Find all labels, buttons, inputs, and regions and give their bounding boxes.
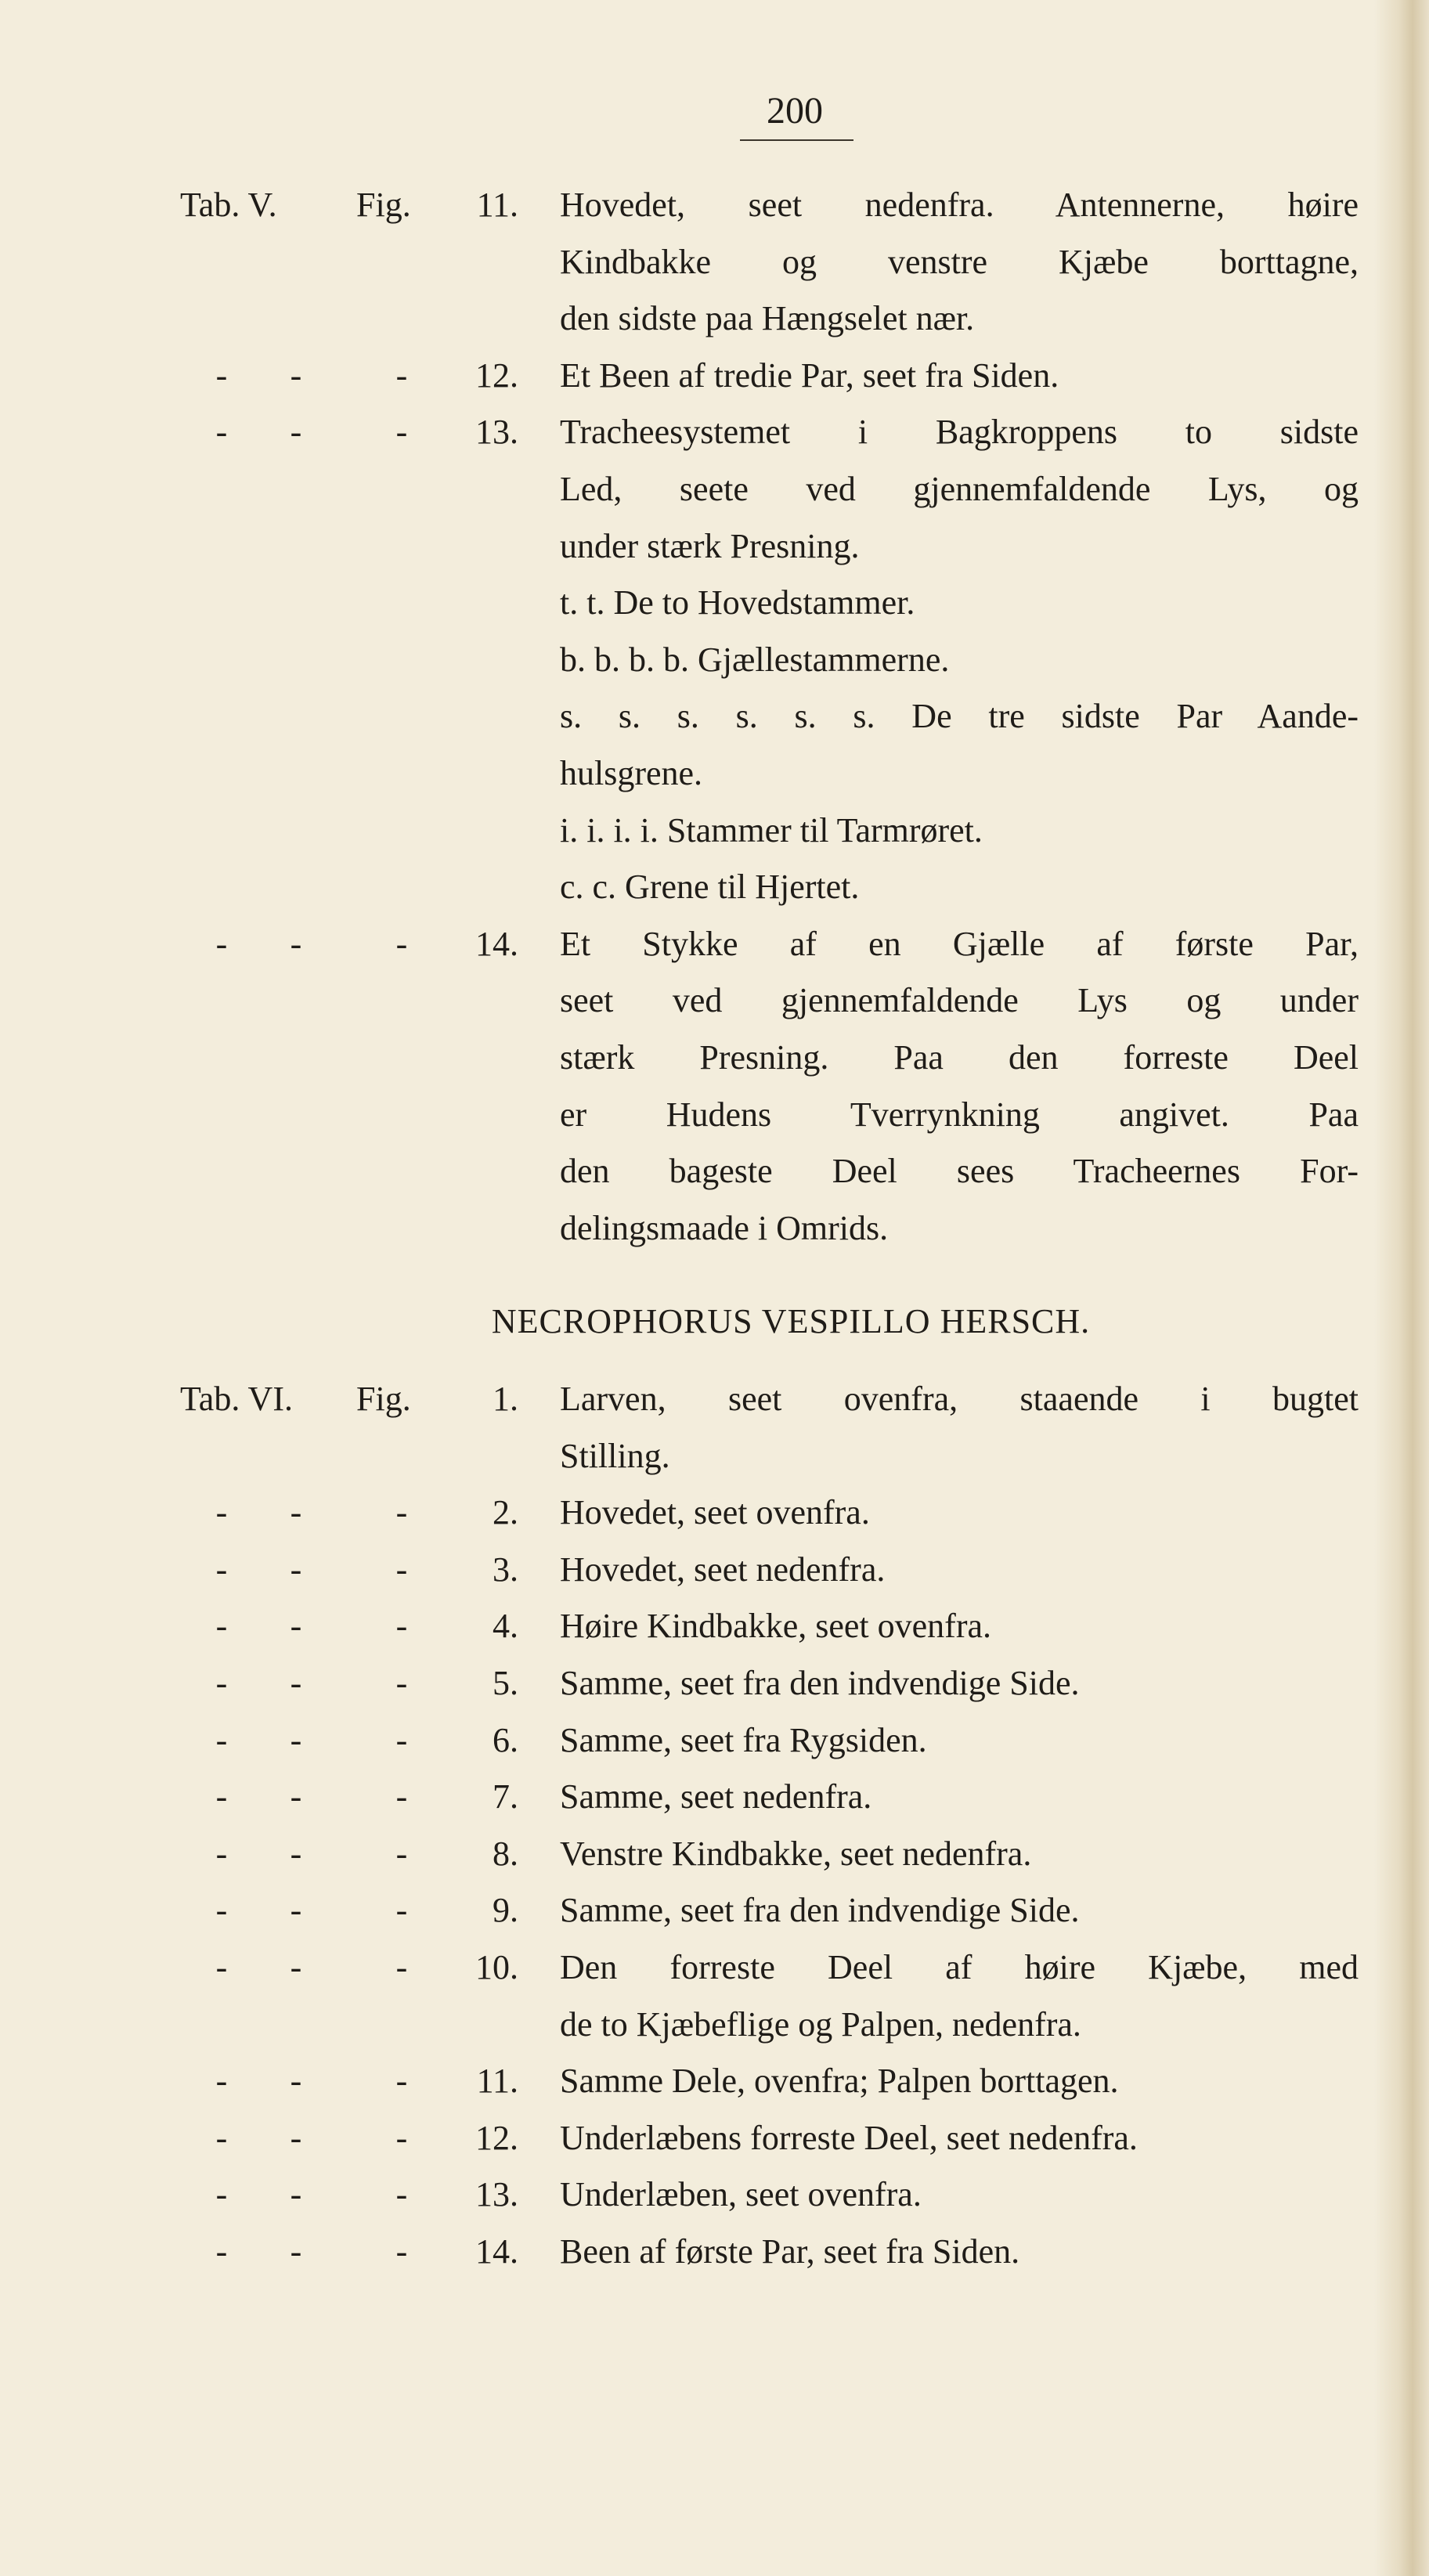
figure-entry (0, 915, 1429, 972)
figure-entry (0, 1712, 1429, 1769)
ditto-dash: - (215, 2118, 228, 2157)
figure-entry-continuation (0, 1029, 1429, 1086)
ditto-dash: - (290, 2232, 302, 2271)
ditto-dash: - (290, 413, 302, 452)
figure-number: 10. (475, 1948, 518, 1986)
figure-label: Fig. (356, 1380, 411, 1418)
ditto-dash: - (215, 1664, 228, 1702)
figure-description: hulsgrene. (560, 754, 703, 792)
figure-description: s. s. s. s. s. s. De tre sidste Par Aande- (560, 697, 1359, 736)
figure-entry-continuation (0, 1427, 1429, 1485)
figure-entry-continuation (0, 1996, 1429, 2053)
figure-description: Led, seete ved gjennemfaldende Lys, og (560, 470, 1359, 508)
ditto-dash: - (290, 1777, 302, 1817)
figure-description: Kindbakke og venstre Kjæbe borttagne, (560, 242, 1359, 281)
ditto-dash: - (395, 1834, 408, 1873)
figure-entry (0, 1541, 1429, 1598)
ditto-dash: - (215, 1607, 228, 1646)
figure-entry-continuation (0, 1200, 1429, 1257)
figure-number: 8. (493, 1834, 518, 1873)
figure-description: er Hudens Tverrynkning angivet. Paa (560, 1095, 1359, 1134)
ditto-dash: - (215, 1834, 228, 1873)
ditto-dash: - (290, 1720, 302, 1759)
ditto-dash: - (395, 2062, 408, 2101)
figure-entry-continuation (0, 290, 1429, 347)
ditto-dash: - (395, 1948, 408, 1986)
figure-description: b. b. b. b. Gjællestammerne. (560, 640, 950, 679)
figure-description: Been af første Par, seet fra Siden. (560, 2232, 1020, 2271)
ditto-dash: - (215, 924, 228, 963)
figure-description: Hovedet, seet ovenfra. (560, 1493, 870, 1532)
figure-description: Larven, seet ovenfra, staaende i bugtet (560, 1380, 1359, 1418)
ditto-dash: - (290, 2118, 302, 2157)
figure-description: Samme Dele, ovenfra; Palpen borttagen. (560, 2062, 1119, 2101)
ditto-dash: - (395, 2232, 408, 2271)
ditto-dash: - (215, 2062, 228, 2101)
figure-number: 6. (493, 1720, 518, 1759)
figure-entry (0, 1825, 1429, 1882)
figure-entry (0, 403, 1429, 460)
ditto-dash: - (395, 1664, 408, 1702)
ditto-dash: - (395, 413, 408, 452)
ditto-dash: - (290, 924, 302, 963)
ditto-dash: - (215, 1720, 228, 1759)
figure-entry (0, 347, 1429, 404)
ditto-dash: - (215, 1550, 228, 1589)
figure-description: de to Kjæbeflige og Palpen, nedenfra. (560, 2004, 1081, 2044)
figure-description: den sidste paa Hængselet nær. (560, 299, 975, 338)
ditto-dash: - (290, 1607, 302, 1646)
ditto-dash: - (290, 1891, 302, 1930)
figure-description: stærk Presning. Paa den forreste Deel (560, 1038, 1359, 1077)
figure-entry (0, 1484, 1429, 1541)
ditto-dash: - (395, 2118, 408, 2157)
ditto-dash: - (290, 1493, 302, 1532)
figure-description: Hovedet, seet nedenfra. (560, 1550, 886, 1589)
figure-description: Stilling. (560, 1436, 670, 1475)
ditto-dash: - (215, 1891, 228, 1930)
ditto-dash: - (290, 1550, 302, 1589)
ditto-dash: - (395, 1720, 408, 1759)
figure-entry-continuation (0, 1086, 1429, 1143)
figure-description: Et Stykke af en Gjælle af første Par, (560, 924, 1359, 963)
figure-entry (0, 1597, 1429, 1654)
ditto-dash: - (395, 1550, 408, 1589)
figure-number: 12. (475, 2118, 518, 2157)
figure-number: 11. (476, 2062, 518, 2101)
figure-entry (0, 1370, 1429, 1427)
figure-entry-continuation (0, 460, 1429, 518)
ditto-dash: - (395, 924, 408, 963)
ditto-dash: - (215, 2232, 228, 2271)
ditto-dash: - (395, 1607, 408, 1646)
figure-number: 5. (493, 1664, 518, 1702)
figure-description: c. c. Grene til Hjertet. (560, 868, 860, 907)
ditto-dash: - (395, 1777, 408, 1817)
figure-number: 1. (493, 1380, 518, 1418)
figure-number: 11. (476, 186, 518, 224)
figure-entry (0, 1654, 1429, 1712)
ditto-dash: - (215, 1948, 228, 1986)
figure-entry-continuation (0, 574, 1429, 631)
ditto-dash: - (290, 1664, 302, 1702)
figure-label: Fig. (356, 186, 411, 224)
figure-entry (0, 1939, 1429, 1996)
figure-number: 2. (493, 1493, 518, 1532)
figure-description: Venstre Kindbakke, seet nedenfra. (560, 1834, 1032, 1873)
figure-entry (0, 2223, 1429, 2280)
ditto-dash: - (215, 355, 228, 395)
figure-description: i. i. i. i. Stammer til Tarmrøret. (560, 810, 983, 850)
figure-number: 9. (493, 1891, 518, 1930)
figure-entry-continuation (0, 233, 1429, 290)
figure-number: 12. (475, 355, 518, 395)
plate-label: Tab. VI. (180, 1380, 293, 1418)
figure-entry-continuation (0, 858, 1429, 915)
figure-description: den bageste Deel sees Tracheernes For- (560, 1152, 1359, 1191)
figure-number: 14. (475, 924, 518, 963)
figure-entry-continuation (0, 687, 1429, 745)
page-number: 200 (767, 90, 823, 132)
figure-number: 3. (493, 1550, 518, 1589)
figure-entry-continuation (0, 631, 1429, 688)
ditto-dash: - (290, 2062, 302, 2101)
figure-number: 7. (493, 1777, 518, 1817)
ditto-dash: - (215, 1493, 228, 1532)
figure-number: 14. (475, 2232, 518, 2271)
ditto-dash: - (395, 355, 408, 395)
figure-entry-continuation (0, 1142, 1429, 1200)
figure-entry-continuation (0, 745, 1429, 802)
figure-entry (0, 2109, 1429, 2167)
ditto-dash: - (395, 2175, 408, 2214)
figure-description: Underlæben, seet ovenfra. (560, 2175, 922, 2214)
figure-description: t. t. De to Hovedstammer. (560, 583, 915, 622)
ditto-dash: - (395, 1891, 408, 1930)
ditto-dash: - (290, 355, 302, 395)
figure-entry-continuation (0, 802, 1429, 859)
page-number-rule (740, 139, 853, 141)
figure-description: Samme, seet nedenfra. (560, 1777, 872, 1817)
figure-number: 13. (475, 2175, 518, 2214)
figure-description: Den forreste Deel af høire Kjæbe, med (560, 1948, 1359, 1986)
figure-description: Samme, seet fra Rygsiden. (560, 1720, 927, 1759)
figure-entry (0, 1881, 1429, 1939)
figure-entry (0, 2052, 1429, 2109)
figure-description: Samme, seet fra den indvendige Side. (560, 1664, 1080, 1702)
figure-entry (0, 1768, 1429, 1825)
figure-entry (0, 2166, 1429, 2223)
figure-entry-continuation (0, 518, 1429, 575)
figure-description: seet ved gjennemfaldende Lys og under (560, 981, 1359, 1020)
figure-description: Høire Kindbakke, seet ovenfra. (560, 1607, 992, 1646)
ditto-dash: - (395, 1493, 408, 1532)
ditto-dash: - (215, 413, 228, 452)
figure-number: 13. (475, 413, 518, 452)
ditto-dash: - (215, 1777, 228, 1817)
figure-number: 4. (493, 1607, 518, 1646)
figure-description: Hovedet, seet nedenfra. Antennerne, høire (560, 186, 1359, 224)
figure-description: Samme, seet fra den indvendige Side. (560, 1891, 1080, 1930)
plate-label: Tab. V. (180, 186, 277, 224)
ditto-dash: - (215, 2175, 228, 2214)
figure-entry-continuation (0, 972, 1429, 1029)
section-heading: NECROPHORUS VESPILLO HERSCH. (491, 1302, 1091, 1340)
ditto-dash: - (290, 1948, 302, 1986)
figure-description: Tracheesystemet i Bagkroppens to sidste (560, 413, 1359, 452)
ditto-dash: - (290, 2175, 302, 2214)
figure-description: delingsmaade i Omrids. (560, 1208, 889, 1247)
ditto-dash: - (290, 1834, 302, 1873)
figure-entry (0, 176, 1429, 233)
figure-description: under stærk Presning. (560, 526, 860, 565)
figure-description: Underlæbens forreste Deel, seet nedenfra. (560, 2118, 1138, 2157)
figure-description: Et Been af tredie Par, seet fra Siden. (560, 355, 1059, 395)
